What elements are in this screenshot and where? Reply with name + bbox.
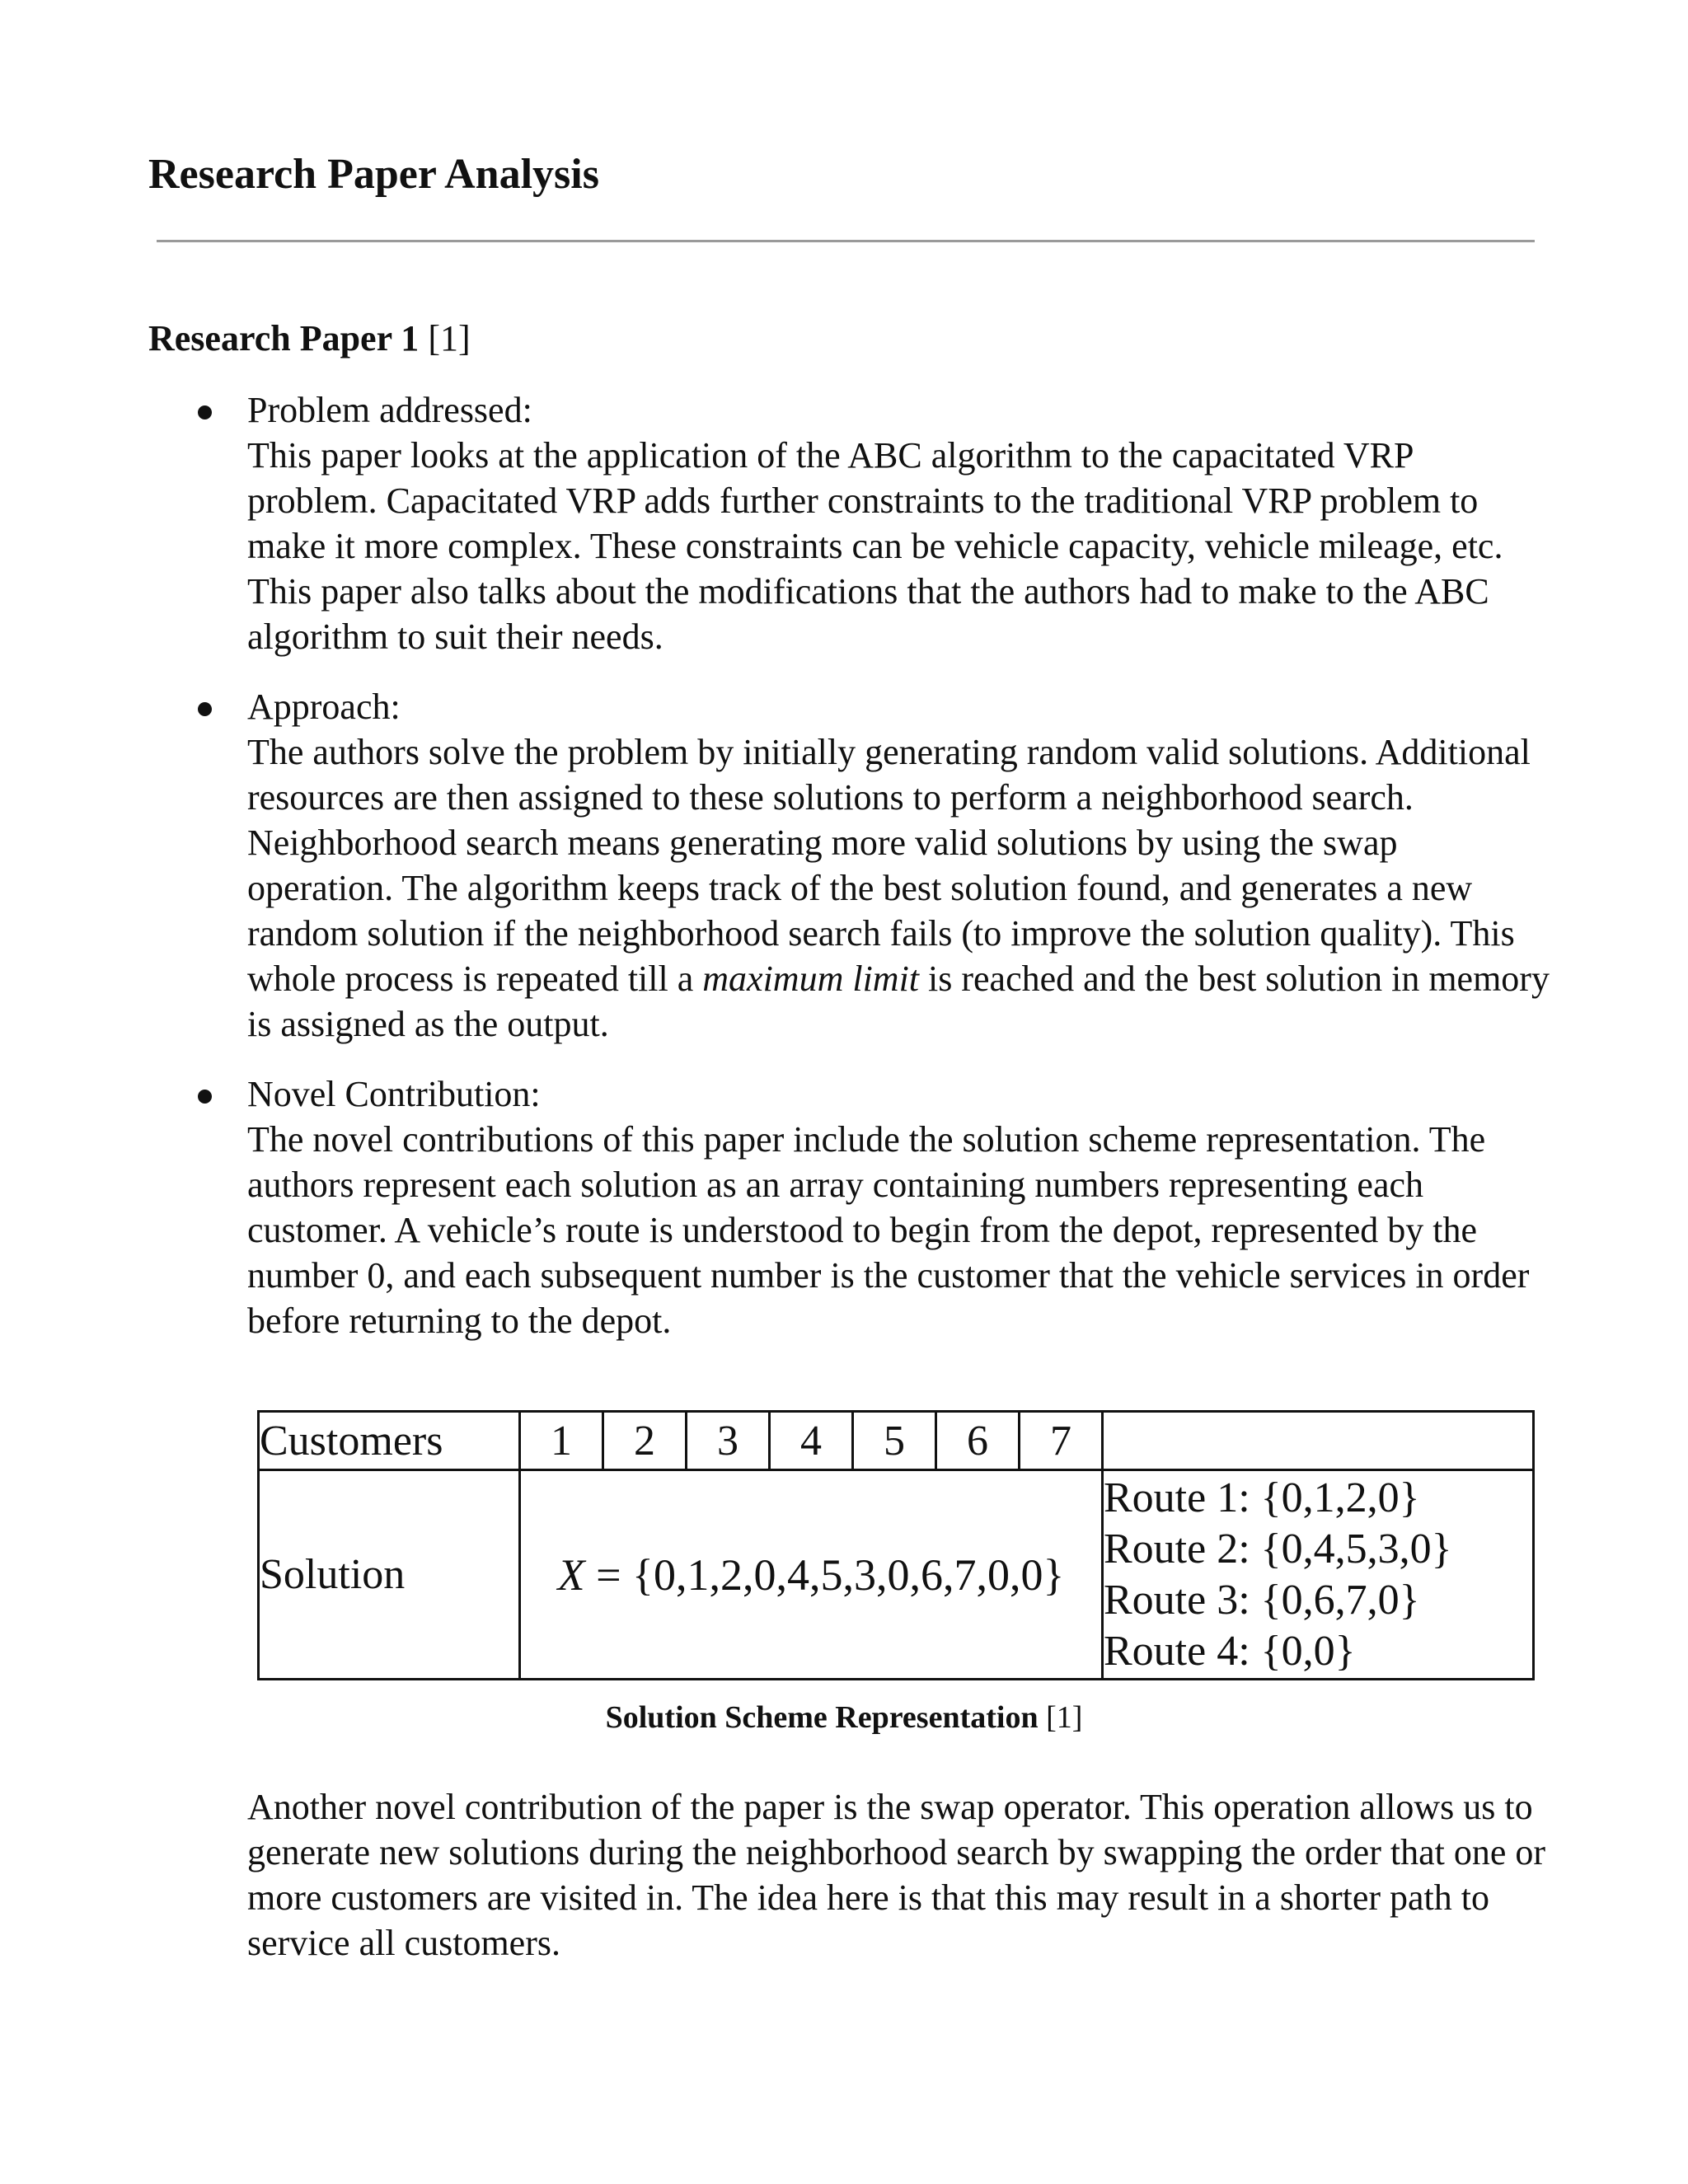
solution-scheme-table <box>257 1410 1535 1680</box>
solution-value <box>520 1470 1103 1680</box>
customer-cell: 7 <box>1020 1412 1103 1470</box>
bullet-icon <box>198 702 212 716</box>
solution-row <box>259 1470 1534 1680</box>
section-reference: [1] <box>428 318 471 359</box>
horizontal-divider <box>157 240 1535 242</box>
solution-scheme-figure <box>257 1410 1535 1680</box>
figure-caption <box>0 1699 1688 1736</box>
solution-array: = {0,1,2,0,4,5,3,0,6,7,0,0} <box>584 1549 1065 1600</box>
solution-variable: X <box>557 1549 585 1600</box>
item-heading: Novel Contribution: <box>247 1074 541 1114</box>
item-body <box>247 729 1550 1047</box>
routes-cell <box>1103 1470 1534 1680</box>
item-body: This paper looks at the application of the ABC algorithm to the capacitated VRP problem. Capacitated VRP adds further constraints to the traditional VRP problem to make it more complex. These constraints can be vehicle capacity, vehicle mileage, etc. This paper also talks about the modifications that the authors had to make to the ABC algorithm to suit their needs. <box>247 435 1503 657</box>
customer-cell: 4 <box>770 1412 853 1470</box>
section-title: Research Paper 1 <box>148 318 420 359</box>
customer-cell: 6 <box>936 1412 1020 1470</box>
caption-title: Solution Scheme Representation <box>605 1700 1039 1735</box>
route-line: Route 1: {0,1,2,0} <box>1104 1474 1420 1521</box>
customers-label: Customers <box>259 1412 520 1470</box>
customer-cell: 1 <box>520 1412 603 1470</box>
customer-cell: 3 <box>687 1412 770 1470</box>
section-heading <box>148 317 471 359</box>
analysis-list <box>165 387 1550 1368</box>
route-line: Route 3: {0,6,7,0} <box>1104 1576 1420 1624</box>
item-body: The novel contributions of this paper include the solution scheme representation. The authors represent each solution as an array containing numbers representing each customer. A vehicle’s route is understood to begin from the depot, represented by the number 0, and each subsequent number is the customer that the vehicle services in order before returning to the depot. <box>247 1119 1530 1341</box>
caption-reference: [1] <box>1038 1700 1083 1735</box>
list-item-novel-contribution <box>165 1071 1550 1343</box>
customer-cell: 2 <box>603 1412 687 1470</box>
body-text: The authors solve the problem by initially generating random valid solutions. Additional resources are then assigned to these solutions to perform a neighborhood search. Neighborhood search means generating more valid solutions by using the swap operation. The algorithm keeps track of the best solution found, and generates a new random solution if the neighborhood search fails (to improve the solution quality). This whole process is repeated till a <box>247 732 1531 999</box>
empty-cell <box>1103 1412 1534 1470</box>
customers-row <box>259 1412 1534 1470</box>
page-title: Research Paper Analysis <box>148 151 599 198</box>
customer-cell: 5 <box>853 1412 936 1470</box>
closing-paragraph: Another novel contribution of the paper is the swap operator. This operation allows us to generate new solutions during the neighborhood search by swapping the order that one or more customers are visited in. The idea here is that this may result in a shorter path to service all customers. <box>247 1787 1546 1963</box>
bullet-icon <box>198 405 212 419</box>
body-text: is reached and the best solution in memory is assigned as the output. <box>247 958 1550 1044</box>
bullet-icon <box>198 1090 212 1104</box>
route-line: Route 4: {0,0} <box>1104 1627 1356 1675</box>
solution-label: Solution <box>259 1470 520 1680</box>
route-line: Route 2: {0,4,5,3,0} <box>1104 1525 1452 1572</box>
item-heading: Problem addressed: <box>247 390 532 430</box>
item-heading: Approach: <box>247 687 401 727</box>
emphasis-text: maximum limit <box>702 958 920 999</box>
list-item-problem <box>165 387 1550 659</box>
list-item-approach <box>165 684 1550 1047</box>
